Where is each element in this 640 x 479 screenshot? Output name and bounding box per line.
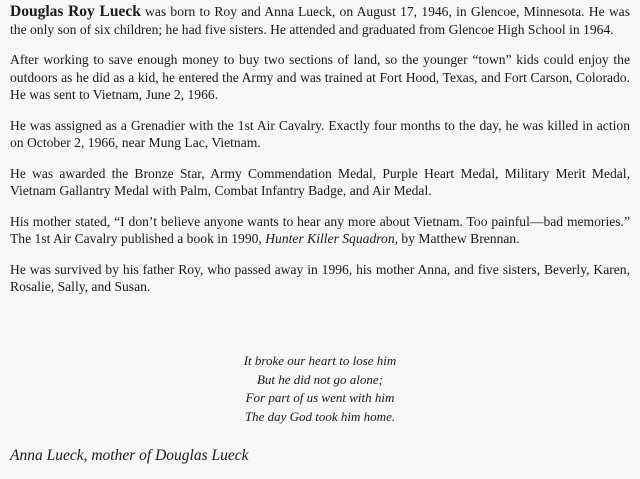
paragraph-mother-quote	[10, 213, 630, 248]
poem-line: It broke our heart to lose him	[243, 353, 397, 368]
signature: Anna Lueck, mother of Douglas Lueck	[10, 447, 249, 464]
paragraph-birth	[10, 3, 630, 38]
paragraph-survivors: He was survived by his father Roy, who passed away in 1996, his mother Anna, and five sisters, Beverly, Karen, Rosalie, Sally, and Susan.	[10, 261, 630, 294]
paragraph-birth-text: was born to Roy and Anna Lueck, on August 17, 1946, in Glencoe, Minnesota. He was the only son of six children; he had five sisters. He attended and graduated from Glencoe High School in 1964.	[10, 4, 630, 37]
book-title: Hunter Killer Squadron,	[265, 231, 399, 246]
poem-line: The day God took him home.	[244, 408, 396, 424]
paragraph-assignment: He was assigned as a Grenadier with the 1st Air Cavalry. Exactly four months to the day, he was killed in action on October 2, 1966, near Mung Lac, Vietnam.	[10, 117, 630, 150]
quote-text-end: by Matthew Brennan.	[398, 231, 520, 246]
poem-line: For part of us went with him	[245, 390, 395, 405]
paragraph-enlistment: After working to save enough money to buy two sections of land, so the younger “town” kids could enjoy the outdoors as he did as a kid, he entered the Army and was trained at Fort Hood, Texas, and Fort Carson, Colorado. He was sent to Vietnam, June 2, 1966.	[10, 52, 630, 102]
subject-name: Douglas Roy Lueck	[10, 3, 141, 20]
paragraph-awards: He was awarded the Bronze Star, Army Commendation Medal, Purple Heart Medal, Military Merit Medal, Vietnam Gallantry Medal with Palm, Combat Infantry Badge, and Air Medal.	[10, 165, 630, 198]
quote-text: His mother stated, “I don’t believe anyone wants to hear any more about Vietnam. Too painful—bad memories.” The 1st Air Cavalry published a book in 1990,	[10, 213, 630, 246]
poem-line: But he did not go alone;	[256, 371, 383, 387]
poem	[0, 352, 640, 426]
